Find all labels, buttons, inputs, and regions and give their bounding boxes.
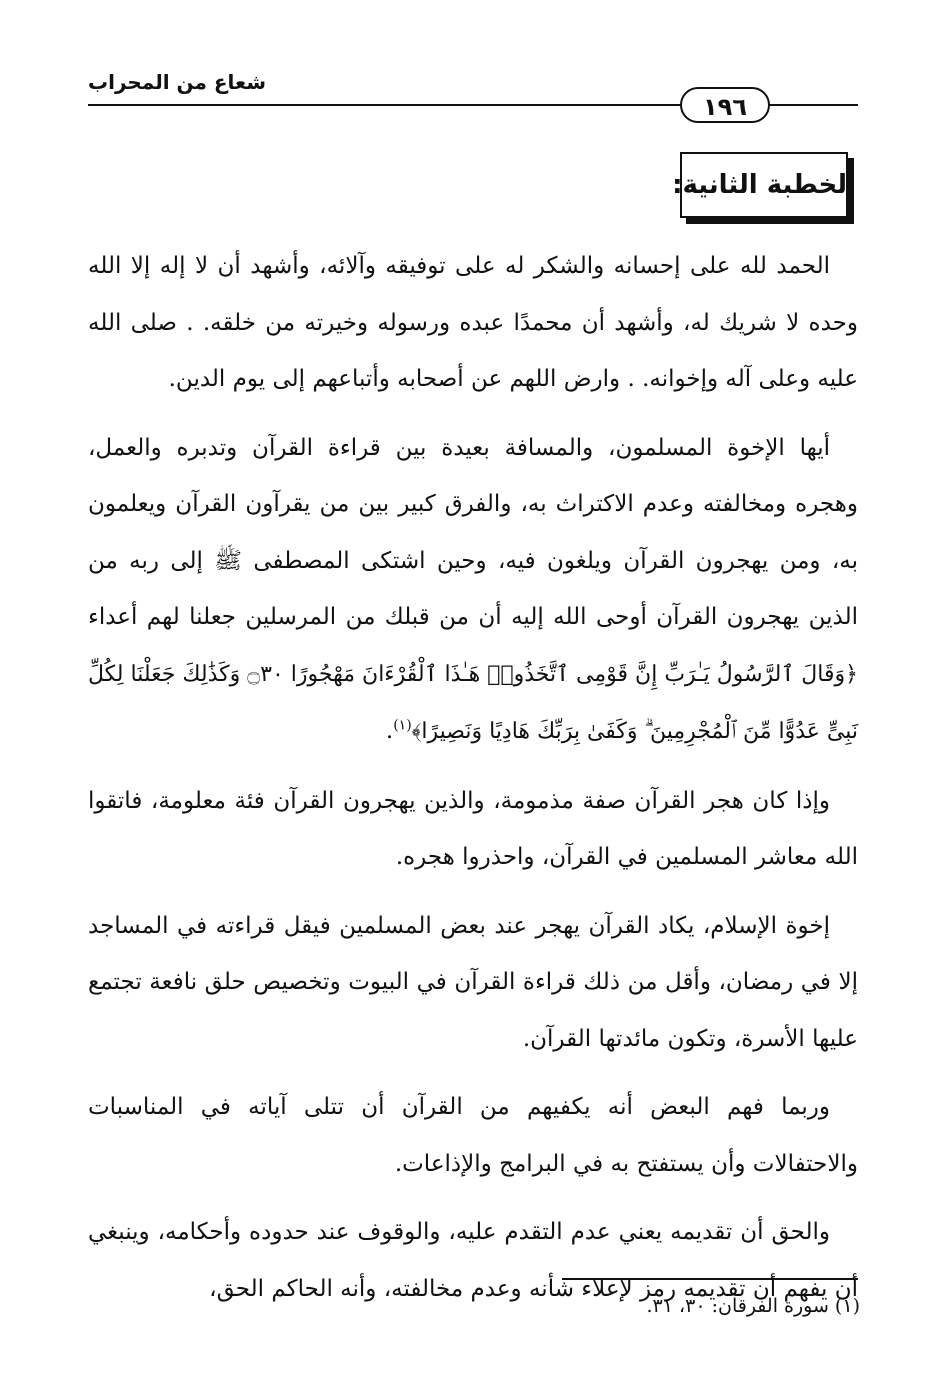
running-title: شعاع من المحراب (88, 70, 267, 94)
footnote-reference[interactable]: (١) (393, 717, 412, 734)
paragraph-hijr-blame: وإذا كان هجر القرآن صفة مذمومة، والذين يهجرون القرآن فئة معلومة، فاتقوا الله معاشر المسلمين في القرآن، واحذروا هجره. (88, 787, 858, 870)
paragraph-quran-hijr (88, 420, 858, 761)
page-number: ١٩٦ (680, 87, 770, 123)
body-text (88, 238, 858, 1329)
paragraph-mosques: إخوة الإسلام، يكاد القرآن يهجر عند بعض المسلمين فيقل قراءته في المساجد إلا في رمضان، وأقل من ذلك قراءة القرآن في البيوت وتخصيص حلق نافعة تجتمع عليها الأسرة، وتكون مائدتها القرآن. (88, 912, 858, 1052)
paragraph-truth: والحق أن تقديمه يعني عدم التقدم عليه، والوقوف عند حدوده وأحكامه، وينبغي أن يفهم أن تقديمه رمز لإعلاء شأنه وعدم مخالفته، وأنه الحاكم الحق، (88, 1219, 858, 1302)
paragraph-opening: الحمد لله على إحسانه والشكر له على توفيقه وآلائه، وأشهد أن لا إله إلا الله وحده لا شريك له، وأشهد أن محمدًا عبده ورسوله وخيرته من خلقه. . صلى الله عليه وعلى آله وإخوانه. . وارض اللهم عن أصحابه وأتباعهم إلى يوم الدين. (88, 253, 858, 392)
paragraph-end: . (385, 718, 394, 744)
paragraph-occasions: وربما فهم البعض أنه يكفيهم من القرآن أن تتلى آياته في المناسبات والاحتفالات وأن يستفتح به في البرامج والإذاعات. (88, 1094, 858, 1177)
section-title: الخطبة الثانية: (672, 170, 856, 200)
quran-verse: ﴿وَقَالَ ٱلرَّسُولُ يَـٰرَبِّ إِنَّ قَوْمِى ٱتَّخَذُوا۟ هَـٰذَا ٱلْقُرْءَانَ مَهْجُورًا ۝٣٠ وَكَذَٰلِكَ جَعَلْنَا لِكُلِّ نَبِىٍّ عَدُوًّا مِّنَ ٱلْمُجْرِمِينَ ۗ وَكَفَىٰ بِرَبِّكَ هَادِيًا وَنَصِيرًا﴾ (88, 661, 858, 744)
section-title-box (672, 152, 856, 218)
paragraph-text: أيها الإخوة المسلمون، والمسافة بعيدة بين قراءة القرآن وتدبره والعمل، وهجره ومخالفته وعدم الاكتراث به، والفرق كبير بين من يقرآون القرآن ويعلمون به، ومن يهجرون القرآن ويلغون فيه، وحين اشتكى المصطفى ﷺ إلى ربه من الذين يهجرون القرآن أوحى الله إليه أن من قبلك من المرسلين جعلنا لهم أعداء (88, 434, 858, 630)
footnote: (١) سورة الفرقان: ٣٠، ٣١. (646, 1295, 860, 1317)
footnote-rule (562, 1278, 858, 1280)
